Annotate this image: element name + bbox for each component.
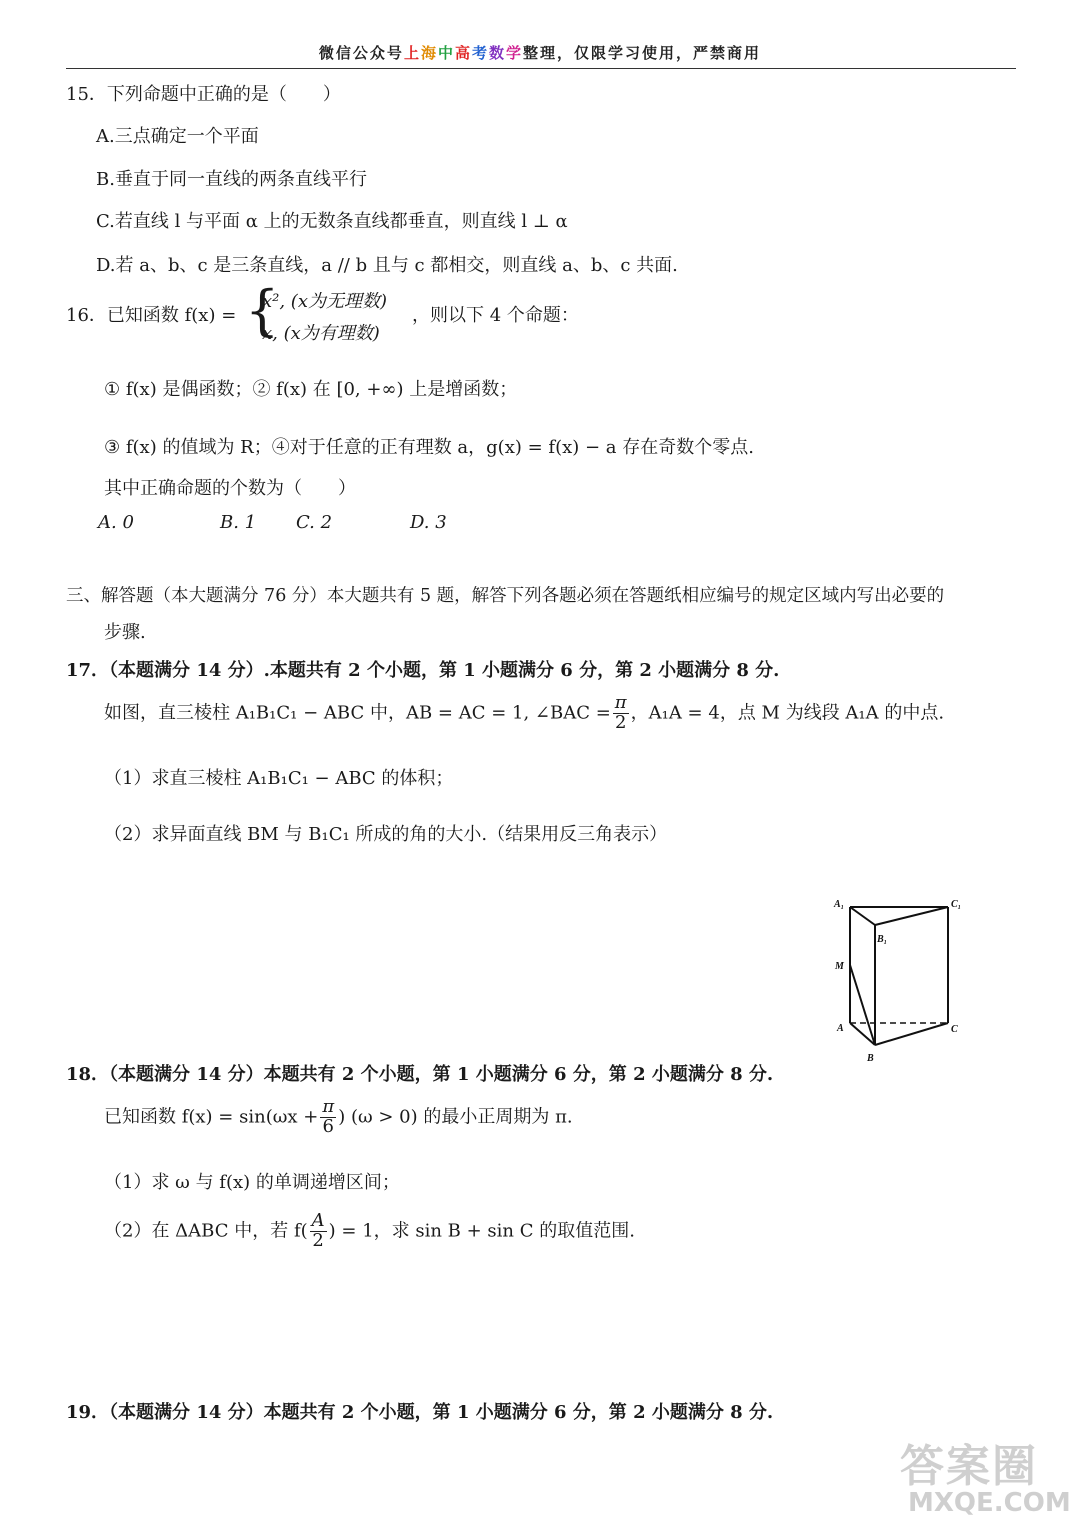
q17-sub2: （2）求异面直线 BM 与 B₁C₁ 所成的角的大小.（结果用反三角表示）	[104, 824, 668, 845]
fraction-numerator: π	[614, 692, 627, 713]
section-3-heading-cont: 步骤.	[104, 622, 146, 643]
fraction-numerator: π	[322, 1096, 335, 1117]
label-c1: C₁	[951, 899, 962, 910]
header-brand-char: 海	[420, 44, 438, 62]
edge-bc	[875, 1023, 948, 1045]
q17-body	[104, 694, 944, 733]
q18-sub1: （1）求 ω 与 f(x) 的单调递增区间；	[104, 1172, 400, 1193]
q15-option-a: A.三点确定一个平面	[96, 126, 259, 147]
q17-sub1: （1）求直三棱柱 A₁B₁C₁ − ABC 的体积；	[104, 768, 454, 789]
q18-half-angle-fraction	[310, 1212, 327, 1251]
label-a: A	[837, 1023, 844, 1034]
section-3-heading: 三、解答题（本大题满分 76 分）本大题共有 5 题，解答下列各题必须在答题纸相应编号的规定区域内写出必要的	[66, 586, 945, 606]
q17-angle-fraction	[613, 694, 629, 733]
fraction-denominator: 6	[322, 1115, 334, 1137]
edge-b1c1	[875, 907, 948, 925]
q18-phase-fraction	[320, 1098, 336, 1137]
fraction-denominator: 2	[312, 1229, 324, 1251]
watermark-logo: 答案圈	[900, 1441, 1038, 1492]
header-brand-char: 中	[437, 44, 455, 62]
q16-ask: 其中正确命题的个数为（ ）	[104, 478, 356, 499]
label-b: B	[867, 1053, 874, 1064]
q16-case-irrational: x², (x为无理数)	[262, 291, 388, 312]
header-brand-char: 数	[489, 44, 507, 62]
q15-option-c: C.若直线 l 与平面 α 上的无数条直线都垂直，则直线 l ⊥ α	[96, 211, 568, 232]
q18-heading: 18．（本题满分 14 分）本题共有 2 个小题，第 1 小题满分 6 分，第 2 小题满分 8 分.	[66, 1064, 774, 1085]
q16-option-d: D. 3	[410, 512, 447, 533]
q17-heading: 17．（本题满分 14 分）.本题共有 2 个小题，第 1 小题满分 6 分，第 2 小题满分 8 分.	[66, 660, 780, 681]
header-prefix: 微信公众号	[318, 44, 404, 62]
q16-option-b: B. 1	[220, 512, 257, 533]
q18-sub2-a: （2）在 ΔABC 中，若 f(	[104, 1220, 308, 1242]
q15-option-d: D.若 a、b、c 是三条直线，a // b 且与 c 都相交，则直线 a、b、c 共面.	[96, 255, 678, 276]
header-brand-char: 上	[403, 44, 421, 62]
header-suffix: 整理，仅限学习使用，严禁商用	[523, 44, 762, 62]
q16-case-rational: x, (x为有理数)	[262, 323, 380, 344]
prism-figure	[830, 895, 970, 1070]
header-brand-char: 高	[454, 44, 472, 62]
q16-option-a: A. 0	[98, 512, 134, 533]
fraction-numerator: A	[311, 1210, 325, 1231]
page-header	[0, 42, 1080, 63]
q18-body	[104, 1098, 573, 1137]
q15-stem: 15．下列命题中正确的是（ ）	[66, 84, 341, 105]
piecewise-brace: {	[245, 279, 280, 342]
header-divider	[66, 68, 1016, 69]
q18-sub2	[104, 1212, 635, 1251]
q16-lead: 16．已知函数 f(x) =	[66, 305, 237, 326]
q19-heading: 19．（本题满分 14 分）本题共有 2 个小题，第 1 小题满分 6 分，第 2 小题满分 8 分.	[66, 1402, 774, 1423]
label-c: C	[951, 1024, 958, 1035]
header-brand-char: 学	[506, 44, 524, 62]
label-a1: A₁	[834, 899, 845, 910]
q18-body-b: ) (ω > 0) 的最小正周期为 π.	[338, 1106, 573, 1128]
fraction-denominator: 2	[614, 711, 627, 733]
label-b1: B₁	[877, 934, 888, 945]
q18-body-a: 已知函数 f(x) = sin(ωx +	[104, 1106, 319, 1128]
q15-option-b: B.垂直于同一直线的两条直线平行	[96, 169, 367, 190]
q16-lead-tail: ，则以下 4 个命题：	[412, 305, 579, 326]
header-brand-char: 考	[472, 44, 490, 62]
q16-propositions-3-4: ③ f(x) 的值域为 R；④对于任意的正有理数 a，g(x) = f(x) − a 存在奇数个零点.	[104, 437, 754, 458]
q16-option-c: C. 2	[296, 512, 333, 533]
q17-body-a: 如图，直三棱柱 A₁B₁C₁ − ABC 中，AB = AC = 1, ∠BAC =	[104, 702, 611, 724]
watermark-url: MXQE.COM	[908, 1488, 1071, 1518]
edge-a1b1	[850, 907, 875, 925]
label-m: M	[835, 961, 844, 972]
q18-sub2-b: ) = 1，求 sin B + sin C 的取值范围.	[328, 1220, 635, 1242]
q16-propositions-1-2: ① f(x) 是偶函数；② f(x) 在 [0, +∞) 上是增函数；	[104, 379, 518, 400]
q17-body-b: ，A₁A = 4，点 M 为线段 A₁A 的中点.	[630, 702, 945, 724]
